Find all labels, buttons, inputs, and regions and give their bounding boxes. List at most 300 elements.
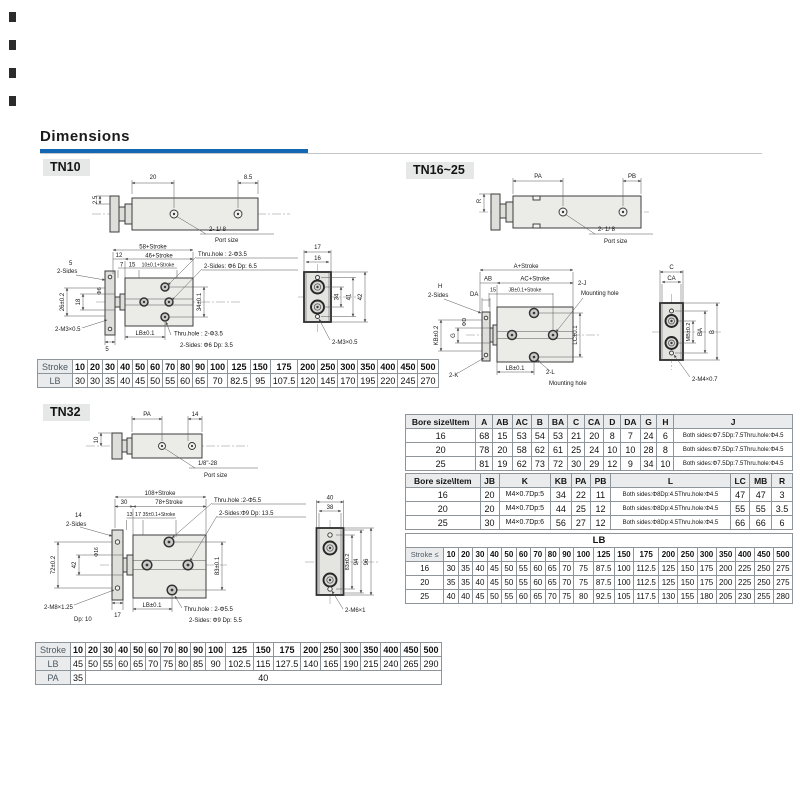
dim-label: 26±0.2: [60, 292, 66, 312]
rod-nut: [506, 202, 513, 222]
table-cell: 270: [418, 374, 438, 388]
dim-label: 2-Sides: [57, 269, 78, 275]
rod-nut: [120, 294, 125, 310]
table-cell: 400: [381, 643, 401, 657]
table-cell: Bore size\Item: [406, 474, 481, 488]
table-cell: 255: [754, 590, 773, 604]
table-cell: 85: [191, 657, 206, 671]
dim-label: G: [451, 333, 457, 338]
dim-label: 5: [69, 261, 73, 267]
table-cell: 62: [512, 457, 531, 471]
table-cell: 21: [568, 429, 585, 443]
table-cell: 500: [421, 643, 441, 657]
table-cell: 112.5: [633, 576, 658, 590]
port-callout: 2- 1/ 8: [209, 227, 227, 233]
flange-screw: [108, 327, 112, 331]
table-cell: 25: [406, 516, 481, 530]
table-cell: Both sides:Φ7.5Dp:7.5Thru.hole:Φ4.5: [674, 429, 793, 443]
table-cell: CA: [585, 415, 604, 429]
table-cell: 35: [103, 374, 118, 388]
dim-label: BA: [698, 327, 704, 337]
table-cell: 155: [678, 590, 697, 604]
table-cell: 25: [406, 457, 476, 471]
table-cell: 30: [444, 562, 458, 576]
table-cell: 53: [548, 429, 567, 443]
table-cell: 60: [116, 657, 131, 671]
table-cell: Both sides:Φ8Dp:4.5Thru.hole:Φ4.5: [611, 502, 731, 516]
port-callout: 1/8"-28: [198, 461, 218, 467]
table-cell: 100: [206, 643, 226, 657]
dim-label: DA: [470, 292, 479, 298]
table-cell: 78: [476, 443, 493, 457]
table-cell: 40: [473, 562, 487, 576]
table-cell: 20: [458, 548, 472, 562]
dim-label: 2-K: [449, 373, 459, 379]
table-cell: 290: [421, 657, 441, 671]
table-cell: 55: [750, 502, 772, 516]
dim-label: Mounting hole: [549, 381, 587, 387]
table-row: [406, 457, 793, 471]
table-cell: 450: [754, 548, 773, 562]
table-cell: 200: [659, 548, 678, 562]
table-cell: 16: [406, 562, 444, 576]
dim-label: 108+Stroke: [144, 491, 176, 497]
table-row: [406, 576, 793, 590]
table-cell: 175: [633, 548, 658, 562]
flange: [112, 433, 122, 459]
dim-label: 2-M6×1: [345, 608, 366, 614]
dim-label: B: [710, 329, 716, 335]
dim-label: CA: [667, 276, 676, 282]
row-header: Stroke: [38, 360, 73, 374]
table-cell: 125: [659, 576, 678, 590]
thru-hole-callout: 2-Sides: Φ6 Dp: 6.5: [204, 264, 257, 270]
table-cell: 275: [773, 562, 792, 576]
table-cell: K: [499, 474, 551, 488]
table-cell: 80: [178, 360, 193, 374]
table-cell: 100: [574, 548, 593, 562]
dim-label: LC±0.1: [573, 325, 579, 345]
table-row: [406, 429, 793, 443]
table-cell: 55: [163, 374, 178, 388]
table-cell: 70: [146, 657, 161, 671]
dim-label: ΦD: [462, 317, 468, 327]
table-cell: 65: [531, 590, 545, 604]
table-cell: 82.5: [228, 374, 251, 388]
table-cell: 350: [361, 643, 381, 657]
table-cell: M4×0.7Dp:5: [499, 488, 551, 502]
dim-label: Φ16: [94, 547, 100, 557]
table-cell: 68: [476, 429, 493, 443]
dim-label: JB±0.1+Stroke: [508, 287, 542, 294]
table-cell: 170: [338, 374, 358, 388]
tn10-side-view: [298, 240, 394, 362]
table-cell: 62: [531, 443, 548, 457]
table-cell: 90: [193, 360, 208, 374]
table-cell: 35: [444, 576, 458, 590]
dim-label: 12: [115, 253, 123, 259]
table-cell: 120: [298, 374, 318, 388]
table-cell: 500: [773, 548, 792, 562]
thru-hole-callout: 2-Sides:Φ9 Dp: 13.5: [219, 511, 274, 517]
table-cell: 19: [493, 457, 512, 471]
table-cell: 150: [678, 576, 697, 590]
table-cell: 50: [133, 360, 148, 374]
table-cell: 73: [531, 457, 548, 471]
table-cell: 45: [473, 590, 487, 604]
dim-label: 7: [119, 262, 124, 269]
rod: [115, 297, 120, 307]
table-cell: 175: [697, 562, 716, 576]
port-callout: 2- 1/ 8: [598, 227, 616, 233]
flange: [491, 194, 500, 230]
table-cell: 55: [101, 657, 116, 671]
page-title: Dimensions: [40, 128, 131, 145]
table-cell: 54: [531, 429, 548, 443]
table-cell: 102.5: [226, 657, 254, 671]
table-cell: 15: [493, 429, 512, 443]
port-size-label: Port size: [215, 238, 239, 244]
table-cell: 165: [321, 657, 341, 671]
table-cell: 500: [418, 360, 438, 374]
table-cell: 50: [487, 590, 501, 604]
dim-label: 15: [489, 287, 497, 294]
dim-label: 42: [72, 561, 78, 569]
table-cell: 75: [574, 562, 593, 576]
table-cell: M4×0.7Dp:5: [499, 502, 551, 516]
table-cell: 125: [226, 643, 254, 657]
table-title: LB: [406, 534, 793, 548]
table-cell: 30: [480, 516, 499, 530]
tn16-25-front-view: [418, 254, 656, 394]
dim-label: 42: [358, 293, 364, 301]
table-cell: 30: [103, 360, 118, 374]
table-cell: 70: [208, 374, 228, 388]
table-cell: 65: [545, 576, 559, 590]
table-cell: 60: [148, 360, 163, 374]
tn32-dimension-table: [35, 642, 442, 685]
dim-label: KB±0.2: [434, 325, 440, 346]
thru-hole-callout: Thru.hole : 2-Φ3.5: [198, 252, 247, 258]
table-cell: 10: [444, 548, 458, 562]
table-cell: 150: [678, 562, 697, 576]
tn16-25-lb-table: [405, 533, 793, 604]
table-cell: 61: [548, 443, 567, 457]
table-cell: 80: [176, 657, 191, 671]
dim-label: LB±0.1: [135, 331, 155, 337]
dim-label: 41: [346, 293, 353, 301]
table-cell: 200: [298, 360, 318, 374]
rod-nut: [127, 555, 133, 575]
table-cell: 27: [571, 516, 590, 530]
table-cell: 200: [301, 643, 321, 657]
table-cell: BA: [548, 415, 567, 429]
port-size-label: Port size: [204, 473, 228, 479]
table-header-row: [406, 534, 793, 548]
tn16-25-table-2: [405, 473, 793, 530]
table-cell: 150: [250, 360, 270, 374]
row-header: Stroke ≤: [406, 548, 444, 562]
tn32-front-view: [42, 490, 310, 635]
table-cell: Both sides:Φ7.5Dp:7.5Thru.hole:Φ4.5: [674, 457, 793, 471]
flange-screw: [484, 316, 488, 320]
table-cell: 20: [585, 429, 604, 443]
table-cell: 80: [545, 548, 559, 562]
table-cell: 24: [640, 429, 657, 443]
table-cell: 34: [551, 488, 572, 502]
dim-label: 94: [354, 558, 360, 566]
table-cell: 87.5: [593, 576, 614, 590]
section-label-tn16-25: TN16~25: [406, 162, 474, 179]
table-cell: 8: [604, 429, 621, 443]
table-cell: 95: [250, 374, 270, 388]
table-cell: 87.5: [593, 562, 614, 576]
table-cell: 28: [640, 443, 657, 457]
table-cell: 125: [659, 562, 678, 576]
table-cell: 50: [148, 374, 163, 388]
dim-label: Φ6: [97, 287, 103, 295]
table-cell: 45: [71, 657, 86, 671]
table-cell: 70: [531, 548, 545, 562]
table-cell: 450: [401, 643, 421, 657]
row-header: Stroke: [36, 643, 71, 657]
table-cell: 40: [118, 360, 133, 374]
dim-label: 2-M3×0.5: [55, 327, 81, 333]
table-row: [406, 488, 793, 502]
row-header: LB: [36, 657, 71, 671]
rod: [500, 204, 506, 218]
table-cell: 3.5: [772, 502, 793, 516]
dim-label: 30: [120, 500, 128, 506]
table-cell: KB: [551, 474, 572, 488]
table-cell: 7: [621, 429, 640, 443]
table-cell: 20: [406, 443, 476, 457]
table-cell: AB: [493, 415, 512, 429]
tn10-front-view: [52, 244, 302, 362]
table-cell: 125: [228, 360, 251, 374]
thru-hole-callout: 2-Sides: Φ9 Dp: 5.5: [189, 618, 242, 624]
thru-hole-callout: 2-Sides: Φ6 Dp: 3.5: [180, 343, 233, 349]
table-cell: 12: [591, 502, 611, 516]
table-cell: 70: [559, 562, 573, 576]
dim-label: 17: [314, 245, 321, 251]
table-cell: 3: [772, 488, 793, 502]
table-cell: 55: [516, 576, 530, 590]
table-cell: 175: [270, 360, 298, 374]
table-cell: 65: [131, 657, 146, 671]
table-cell: 350: [716, 548, 735, 562]
table-cell: 250: [318, 360, 338, 374]
table-cell: 100: [614, 562, 633, 576]
print-mark: [9, 68, 16, 78]
dim-label: 34: [334, 293, 341, 301]
table-cell: 175: [697, 576, 716, 590]
table-cell: MB: [750, 474, 772, 488]
table-row: [406, 443, 793, 457]
dim-label: A+Stroke: [513, 264, 539, 270]
table-cell: 40: [116, 643, 131, 657]
table-cell: G: [640, 415, 657, 429]
table-cell: 90: [559, 548, 573, 562]
table-cell: 25: [406, 590, 444, 604]
dim-label: 2-M4×0.7: [692, 377, 718, 383]
dim-label: 2.5: [93, 195, 99, 205]
table-cell: 400: [378, 360, 398, 374]
table-cell: Both sides:Φ7.5Dp:7.5Thru.hole:Φ4.5: [674, 443, 793, 457]
table-cell: 55: [502, 590, 516, 604]
table-cell: 50: [131, 643, 146, 657]
table-cell: 16: [406, 488, 481, 502]
dim-label: 5: [105, 347, 109, 353]
flange-screw: [108, 275, 112, 279]
table-cell: 140: [301, 657, 321, 671]
table-cell: 240: [381, 657, 401, 671]
table-cell: JB: [480, 474, 499, 488]
table-cell: 40: [458, 590, 472, 604]
dim-label: 14: [75, 513, 82, 519]
table-cell: 20: [480, 502, 499, 516]
dim-label: 8.5: [243, 175, 253, 181]
table-cell: 30: [473, 548, 487, 562]
table-row: [36, 657, 442, 671]
table-row: [38, 360, 439, 374]
dim-label: 72±0.2: [51, 555, 57, 575]
table-cell: J: [674, 415, 793, 429]
table-cell: 230: [735, 590, 754, 604]
thru-hole-callout: Thru.hole :2-Φ5.5: [214, 498, 262, 504]
table-cell: 275: [773, 576, 792, 590]
table-cell: 150: [614, 548, 633, 562]
table-cell: DA: [621, 415, 640, 429]
table-cell: 60: [178, 374, 193, 388]
table-cell: 66: [750, 516, 772, 530]
flange-screw: [484, 353, 488, 357]
table-cell: 80: [176, 643, 191, 657]
table-row: [406, 516, 793, 530]
dim-label: 17: [134, 512, 142, 518]
table-cell: 55: [730, 502, 749, 516]
table-row: [38, 374, 439, 388]
flange-screw: [115, 586, 119, 590]
dim-label: MB±0.2: [686, 322, 692, 342]
table-cell: 20: [480, 488, 499, 502]
table-cell: 30: [88, 374, 103, 388]
table-cell: 90: [206, 657, 226, 671]
title-divider: [40, 149, 762, 154]
table-cell: M4×0.7Dp:6: [499, 516, 551, 530]
table-cell: 20: [86, 643, 101, 657]
table-cell: 107.5: [270, 374, 298, 388]
table-cell: 53: [512, 429, 531, 443]
table-cell: 81: [476, 457, 493, 471]
thru-hole-callout: Thru.hole : 2-Φ5.5: [184, 607, 233, 613]
table-cell: 100: [614, 576, 633, 590]
dim-label: 83±0.1: [215, 556, 221, 576]
table-row: [406, 502, 793, 516]
rod-nut: [493, 325, 497, 345]
table-cell: 12: [604, 457, 621, 471]
table-cell: Both sides:Φ8Dp:4.5Thru.hole:Φ4.5: [611, 488, 731, 502]
table-cell: 35: [458, 562, 472, 576]
dim-label: 40: [326, 495, 334, 502]
print-mark: [9, 12, 16, 22]
table-cell: 10: [657, 457, 674, 471]
table-cell: 225: [735, 562, 754, 576]
table-header-row: [406, 474, 793, 488]
table-cell: 10: [621, 443, 640, 457]
dim-label: 2-Sides: [428, 293, 449, 299]
table-cell: 127.5: [273, 657, 301, 671]
rod-nut: [127, 438, 132, 454]
dim-label: AC+Stroke: [520, 276, 550, 283]
tn32-side-view: [303, 492, 400, 634]
table-cell: 70: [161, 643, 176, 657]
dim-label: 34±0.1: [197, 292, 203, 312]
table-cell: 50: [502, 576, 516, 590]
table-cell: 100: [208, 360, 228, 374]
table-cell: 16: [406, 429, 476, 443]
table-cell: 11: [591, 488, 611, 502]
table-cell: 60: [531, 576, 545, 590]
row-header: PA: [36, 671, 71, 685]
table-cell: 30: [101, 643, 116, 657]
flange: [110, 196, 119, 232]
dim-label: PA: [143, 412, 151, 418]
dim-label: 10: [94, 436, 100, 444]
dim-label: PA: [534, 174, 542, 180]
table-cell: 56: [551, 516, 572, 530]
table-cell: 300: [338, 360, 358, 374]
table-cell: 6: [657, 429, 674, 443]
row-header: LB: [38, 374, 73, 388]
table-row: [36, 643, 442, 657]
tn16-25-table-1: [405, 414, 793, 471]
table-cell: 400: [735, 548, 754, 562]
table-cell: 58: [512, 443, 531, 457]
flange: [105, 271, 115, 335]
table-cell: 200: [716, 562, 735, 576]
table-cell: LC: [730, 474, 749, 488]
table-cell: 250: [678, 548, 697, 562]
table-cell: 300: [341, 643, 361, 657]
thru-hole-callout: Thru.hole : 2-Φ3.5: [174, 331, 223, 338]
title-divider-accent: [40, 149, 308, 153]
sensor-slot: [533, 196, 540, 200]
table-cell: 45: [487, 576, 501, 590]
table-cell: 70: [545, 590, 559, 604]
table-cell: 25: [571, 502, 590, 516]
table-cell: 47: [730, 488, 749, 502]
table-cell: 195: [358, 374, 378, 388]
dim-label: Mounting hole: [581, 291, 619, 297]
table-cell: 200: [716, 576, 735, 590]
dim-label: 2-L: [546, 370, 555, 376]
table-cell: 65: [545, 562, 559, 576]
dim-label: 46+Stroke: [145, 253, 173, 260]
table-cell: 75: [161, 657, 176, 671]
dim-label: R: [477, 198, 483, 204]
dim-label: 14: [191, 412, 199, 418]
table-cell: 40: [444, 590, 458, 604]
table-cell: 60: [531, 562, 545, 576]
section-label-tn10: TN10: [43, 159, 90, 176]
table-cell: 50: [86, 657, 101, 671]
dim-label: 16: [314, 256, 321, 262]
print-mark: [9, 96, 16, 106]
table-cell: 450: [398, 360, 418, 374]
table-cell: 105: [614, 590, 633, 604]
dim-label: 83±0.2: [345, 553, 351, 571]
